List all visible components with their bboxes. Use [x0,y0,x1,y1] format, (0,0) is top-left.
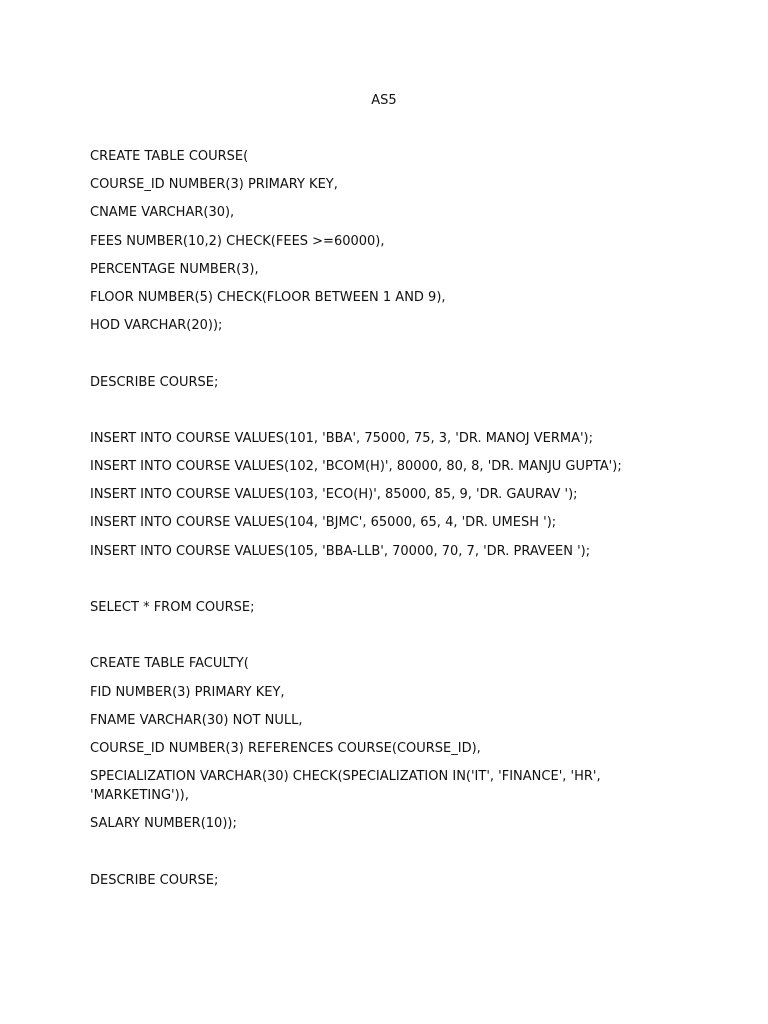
code-line: PERCENTAGE NUMBER(3), [90,261,259,277]
document-title: AS5 [371,93,397,108]
code-line: FEES NUMBER(10,2) CHECK(FEES >=60000), [90,233,385,249]
insert-line: INSERT INTO COURSE VALUES(102, 'BCOM(H)', 80000, 80, 8, 'DR. MANJU GUPTA'); [90,459,622,475]
code-line: FID NUMBER(3) PRIMARY KEY, [90,684,285,700]
insert-line: INSERT INTO COURSE VALUES(101, 'BBA', 75000, 75, 3, 'DR. MANOJ VERMA'); [90,430,594,446]
code-line: CNAME VARCHAR(30), [90,205,235,221]
blank-line [90,401,680,429]
insert-line: INSERT INTO COURSE VALUES(105, 'BBA-LLB', 70000, 70, 7, 'DR. PRAVEEN '); [90,543,591,559]
code-line: FLOOR NUMBER(5) CHECK(FLOOR BETWEEN 1 AND 9), [90,289,446,305]
describe-course-line: DESCRIBE COURSE; [90,374,219,390]
insert-line: INSERT INTO COURSE VALUES(104, 'BJMC', 65000, 65, 4, 'DR. UMESH '); [90,515,557,531]
create-course-block [90,147,680,335]
insert-line: INSERT INTO COURSE VALUES(103, 'ECO(H)', 85000, 85, 9, 'DR. GAURAV '); [90,487,578,503]
blank-line [90,843,680,871]
insert-block [90,429,680,561]
code-line: CREATE TABLE FACULTY( [90,656,249,672]
select-course-line: SELECT * FROM COURSE; [90,600,255,615]
code-line: COURSE_ID NUMBER(3) PRIMARY KEY, [90,177,338,193]
code-line: SPECIALIZATION VARCHAR(30) CHECK(SPECIALIZATION IN('IT', 'FINANCE', 'HR', 'MARKETING')), [90,769,605,804]
describe-course-line: DESCRIBE COURSE; [90,872,219,888]
blank-line [90,570,680,598]
code-line: HOD VARCHAR(20)); [90,318,223,334]
document-body [90,147,680,899]
code-line: CREATE TABLE COURSE( [90,149,249,164]
create-faculty-block [90,654,680,833]
blank-line [90,626,680,654]
code-line: SALARY NUMBER(10)); [90,816,237,832]
blank-line [90,344,680,372]
code-line: FNAME VARCHAR(30) NOT NULL, [90,712,303,728]
code-line: COURSE_ID NUMBER(3) REFERENCES COURSE(COURSE_ID), [90,740,481,756]
